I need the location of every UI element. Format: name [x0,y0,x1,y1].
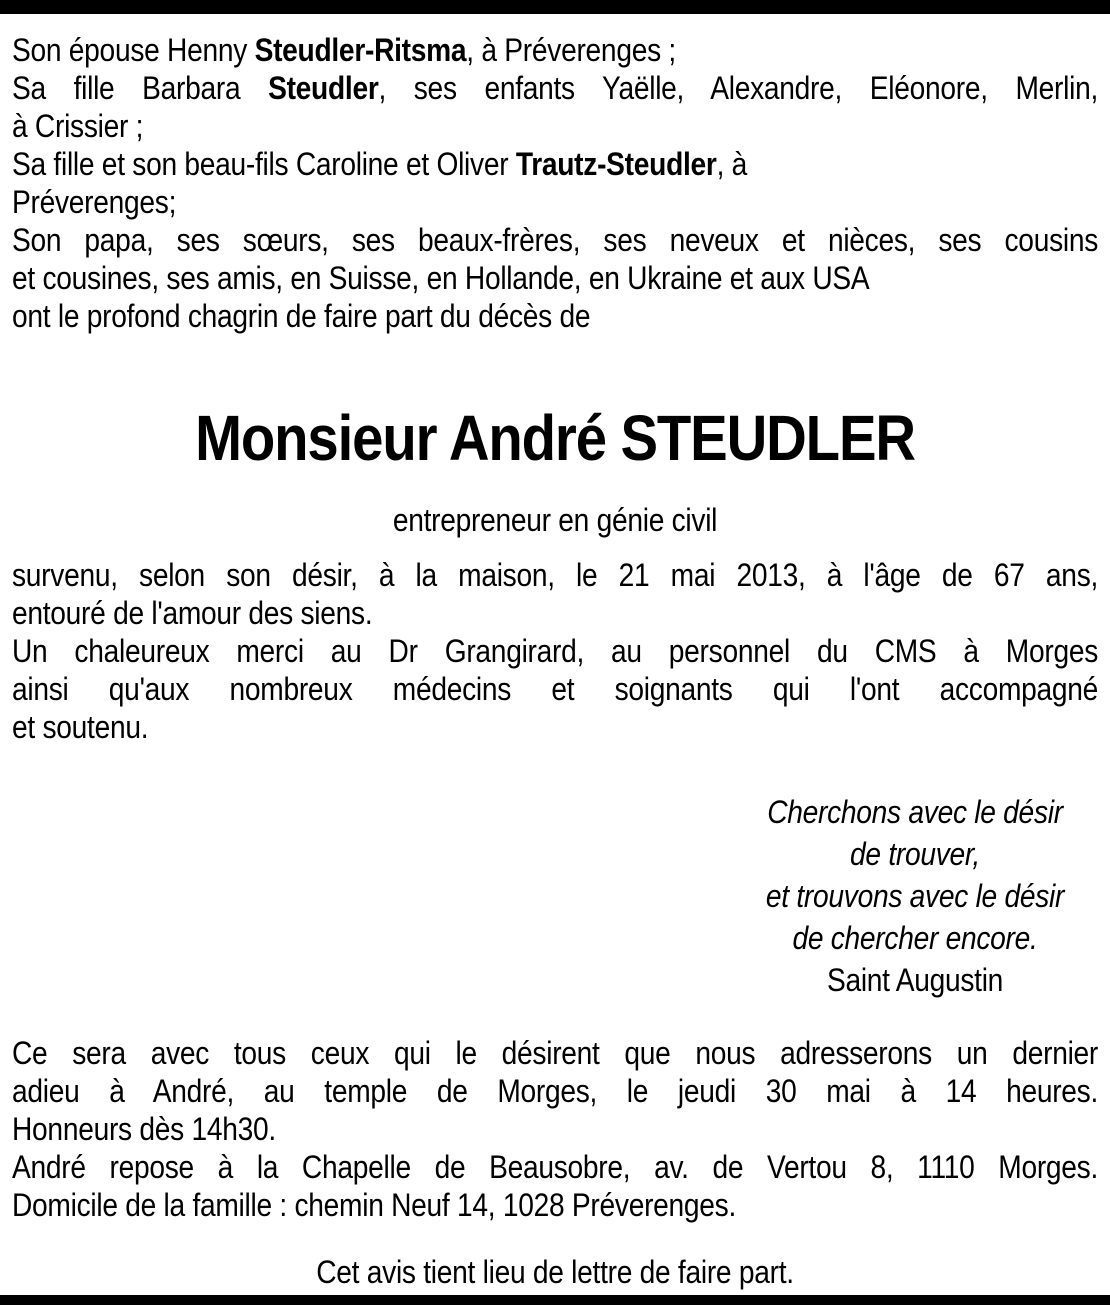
text-segment: Sa fille Barbara [12,70,269,106]
text-line [12,632,1098,670]
text-segment: survenu, selon son désir, à la maison, le 21 mai 2013, à l'âge de 67 ans, [12,557,1099,593]
bold-name-text: Trautz-Steudler [515,146,717,182]
text-segment: et soutenu. [12,709,149,745]
text-line [725,875,1105,917]
text-segment: à Crissier ; [12,108,144,144]
text-segment: de trouver, [850,836,980,872]
text-segment: Son épouse Henny [12,32,255,68]
text-segment: , ses enfants Yaëlle, Alexandre, Eléonore, Merlin, [378,70,1099,106]
top-border-bar [0,0,1110,14]
text-segment: Préverenges; [12,184,177,220]
text-segment: et cousines, ses amis, en Suisse, en Hollande, en Ukraine et aux USA [12,260,870,296]
deceased-profession-subtitle: entrepreneur en génie civil [392,502,718,538]
bottom-border-bar [0,1295,1110,1305]
text-segment: André repose à la Chapelle de Beausobre, av. de Vertou 8, 1110 Morges. [12,1149,1099,1185]
text-segment: adieu à André, au temple de Morges, le jeudi 30 mai à 14 heures. [12,1073,1099,1109]
text-line [12,556,1098,594]
thanks-paragraph [12,632,1098,746]
text-line [12,69,1098,107]
text-line [12,594,1098,632]
text-segment: Domicile de la famille : chemin Neuf 14, 1028 Préverenges. [12,1187,737,1223]
text-segment: Sa fille et son beau-fils Caroline et Oliver [12,146,516,182]
text-segment: , à Préverenges ; [466,32,676,68]
family-intro [12,31,1098,335]
repose-paragraph [12,1148,1098,1224]
text-segment: entouré de l'amour des siens. [12,595,373,631]
quote-attribution: Saint Augustin [826,962,1004,998]
bold-name-text: Steudler [268,70,379,106]
bold-name-text: Steudler-Ritsma [254,32,467,68]
text-line [12,183,1098,221]
text-line [12,708,1098,746]
text-line [725,791,1105,833]
text-segment: Honneurs dès 14h30. [12,1111,276,1147]
text-segment: Cherchons avec le désir [767,794,1063,830]
text-line [12,670,1098,708]
text-segment: ont le profond chagrin de faire part du décès de [12,298,591,334]
text-line [12,259,1098,297]
ceremony-paragraph [12,1034,1098,1148]
deceased-name-title: Monsieur André STEUDLER [195,402,915,474]
text-segment: de chercher encore. [792,920,1038,956]
text-line [725,917,1105,959]
text-line [12,107,1098,145]
text-segment: et trouvons avec le désir [765,878,1065,914]
text-line [12,1110,1098,1148]
text-segment: ainsi qu'aux nombreux médecins et soignants qui l'ont accompagné [12,671,1099,707]
text-line [12,221,1098,259]
text-line [725,833,1105,875]
text-segment: Son papa, ses sœurs, ses beaux-frères, ses neveux et nièces, ses cousins [12,222,1099,258]
quote-lines [725,791,1105,959]
death-announcement-paragraph [12,556,1098,632]
text-segment: Un chaleureux merci au Dr Grangirard, au personnel du CMS à Morges [12,633,1099,669]
text-line [12,1072,1098,1110]
text-line [12,1148,1098,1186]
quote-block [725,791,1105,1001]
closing-line: Cet avis tient lieu de lettre de faire part. [316,1254,794,1290]
text-line [12,1186,1098,1224]
text-segment: , à [716,146,748,182]
text-line [12,297,1098,335]
notice-content [12,31,1098,1291]
text-segment: Ce sera avec tous ceux qui le désirent que nous adresserons un dernier [12,1035,1099,1071]
text-line [12,31,1098,69]
text-line [12,145,1098,183]
text-line [12,1034,1098,1072]
